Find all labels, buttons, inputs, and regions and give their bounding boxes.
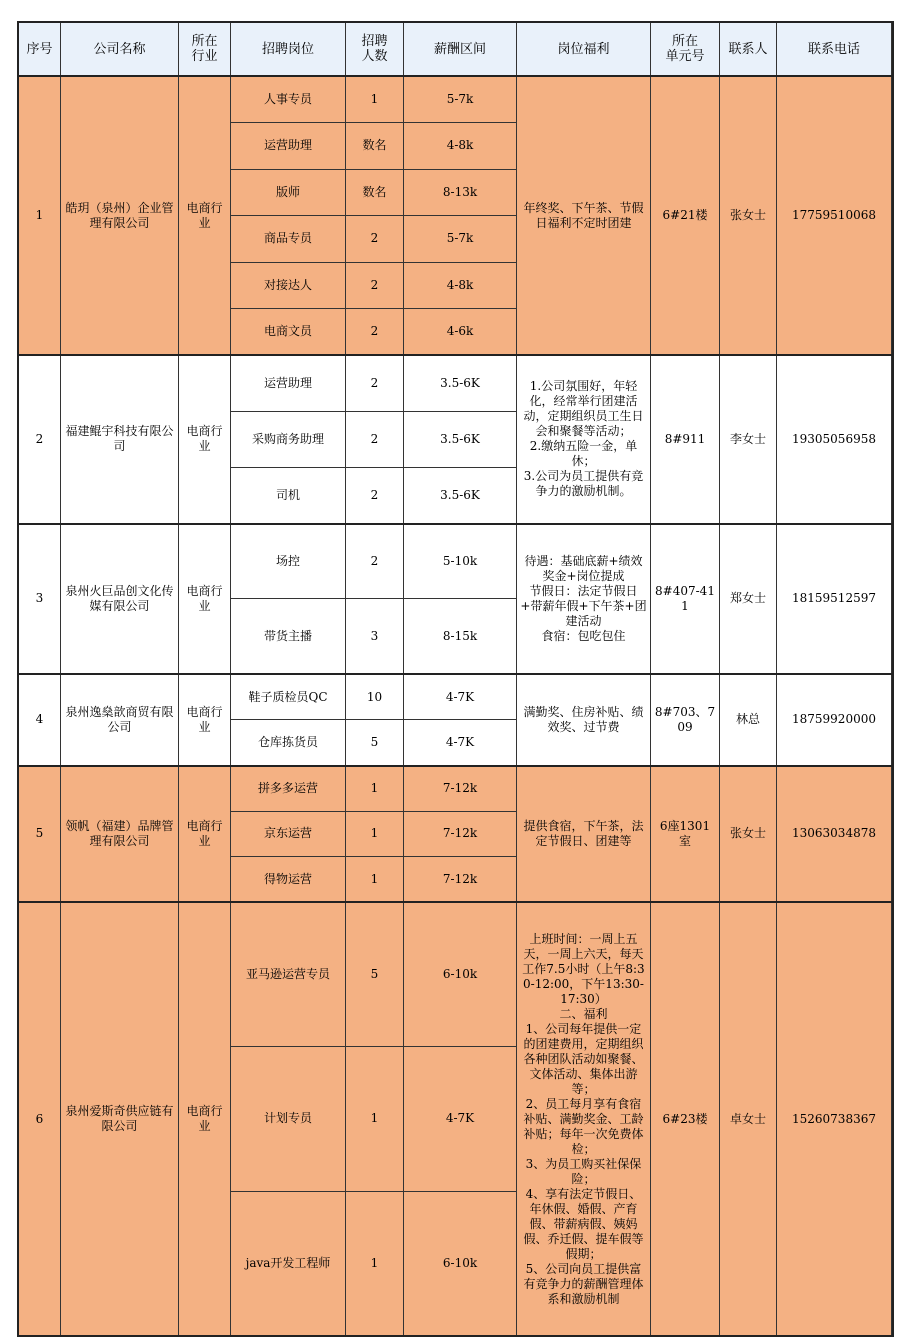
company-no-cell: 4 [19,674,61,766]
company-no-cell: 5 [19,766,61,902]
phone-cell: 18759920000 [777,674,892,766]
header-no: 序号 [19,23,61,77]
job-count-cell: 1 [346,76,404,123]
industry-cell: 电商行业 [179,524,231,674]
header-company: 公司名称 [61,23,179,77]
benefits-cell [517,766,651,902]
table-row [19,902,892,1047]
job-salary-cell: 4-8k [404,262,517,309]
job-salary-cell: 4-8k [404,123,517,170]
industry-cell: 电商行业 [179,674,231,766]
job-salary-cell: 5-7k [404,216,517,263]
job-salary-cell: 7-12k [404,857,517,902]
contact-cell: 郑女士 [720,524,777,674]
benefit-line: 1.公司氛围好，年轻化，经常举行团建活动，定期组织员工生日会和聚餐等活动； [523,379,644,439]
contact-cell: 李女士 [720,355,777,524]
unit-cell: 6#21楼 [651,76,720,355]
company-name-cell: 福建鲲宇科技有限公司 [61,355,179,524]
job-count-cell: 2 [346,411,404,467]
benefit-line: 食宿：包吃包住 [541,628,626,643]
job-title-cell: 得物运营 [231,857,346,902]
header-contact: 联系人 [720,23,777,77]
phone-cell: 19305056958 [777,355,892,524]
job-count-cell: 10 [346,674,404,720]
header-salary: 薪酬区间 [404,23,517,77]
job-title-cell: 运营助理 [231,355,346,411]
benefit-line: 满勤奖、住房补贴、绩效奖、过节费 [523,704,644,734]
industry-cell: 电商行业 [179,355,231,524]
benefit-line: 5、公司向员工提供富有竞争力的薪酬管理体系和激励机制 [523,1261,644,1306]
unit-cell: 8#407-411 [651,524,720,674]
job-count-cell: 1 [346,766,404,811]
benefit-line: 1、公司每年提供一定的团建费用，定期组织各种团队活动如聚餐、文体活动、集体出游等； [523,1021,644,1096]
job-title-cell: 计划专员 [231,1047,346,1192]
company-no-cell: 6 [19,902,61,1336]
header-row [19,23,892,77]
company-no-cell: 3 [19,524,61,674]
company-name-cell: 领帆（福建）品牌管理有限公司 [61,766,179,902]
benefit-line: 3、为员工购买社保保险； [525,1156,642,1186]
table-body [19,76,892,1336]
job-title-cell: 商品专员 [231,216,346,263]
job-salary-cell: 4-7K [404,1047,517,1192]
unit-cell: 6#23楼 [651,902,720,1336]
header-unit [651,23,720,77]
benefit-line: 上班时间：一周上五天，一周上六天，每天工作7.5小时（上午8:30-12:00，下午13:30-17:30） [522,931,645,1006]
table-row [19,766,892,811]
job-count-cell: 2 [346,309,404,356]
recruitment-table [18,22,892,1336]
company-no-cell: 1 [19,76,61,355]
job-salary-cell: 6-10k [404,1191,517,1336]
company-name-cell: 泉州爱斯奇供应链有限公司 [61,902,179,1336]
job-title-cell: 版师 [231,169,346,216]
job-salary-cell: 3.5-6K [404,411,517,467]
job-title-cell: 拼多多运营 [231,766,346,811]
header-unit-text: 所在 单元号 [665,34,705,64]
job-salary-cell: 8-13k [404,169,517,216]
header-industry [179,23,231,77]
phone-cell: 13063034878 [777,766,892,902]
header-count-text: 招聘 人数 [361,34,388,64]
unit-cell: 8#703、709 [651,674,720,766]
industry-cell: 电商行业 [179,902,231,1336]
benefit-line: 节假日：法定节假日+带薪年假+下午茶+团建活动 [520,583,647,628]
job-count-cell: 2 [346,355,404,411]
job-title-cell: 鞋子质检员QC [231,674,346,720]
benefit-line: 2、员工每月享有食宿补贴、满勤奖金、工龄补贴；每年一次免费体检； [523,1096,644,1156]
company-name-cell: 泉州火巨品创文化传媒有限公司 [61,524,179,674]
job-title-cell: 京东运营 [231,811,346,856]
benefit-line: 年终奖、下午茶、节假日福利不定时团建 [523,200,644,230]
job-salary-cell: 4-7K [404,720,517,766]
unit-cell: 8#911 [651,355,720,524]
company-name-cell: 皓玥（泉州）企业管理有限公司 [61,76,179,355]
recruitment-sheet [18,22,892,1336]
benefits-cell [517,674,651,766]
job-count-cell: 5 [346,902,404,1047]
benefit-line: 待遇：基础底薪+绩效奖金+岗位提成 [524,553,643,583]
job-salary-cell: 8-15k [404,599,517,674]
table-row [19,674,892,720]
table-row [19,355,892,411]
benefit-line: 提供食宿，下午茶，法定节假日、团建等 [523,818,644,848]
contact-cell: 林总 [720,674,777,766]
contact-cell: 卓女士 [720,902,777,1336]
benefit-line: 2.缴纳五险一金，单休； [529,439,638,469]
header-industry-text: 所在 行业 [191,34,218,64]
benefits-cell [517,902,651,1336]
benefits-cell [517,355,651,524]
job-count-cell: 2 [346,524,404,599]
job-count-cell: 3 [346,599,404,674]
header-benefits: 岗位福利 [517,23,651,77]
job-salary-cell: 4-7K [404,674,517,720]
job-salary-cell: 7-12k [404,811,517,856]
benefit-line: 3.公司为员工提供有竞争力的激励机制。 [523,469,644,499]
job-count-cell: 5 [346,720,404,766]
job-salary-cell: 7-12k [404,766,517,811]
job-count-cell: 数名 [346,123,404,170]
contact-cell: 张女士 [720,766,777,902]
table-row [19,76,892,123]
job-count-cell: 1 [346,857,404,902]
job-title-cell: 仓库拣货员 [231,720,346,766]
job-salary-cell: 3.5-6K [404,355,517,411]
job-title-cell: 电商文员 [231,309,346,356]
job-salary-cell: 6-10k [404,902,517,1047]
job-title-cell: 司机 [231,468,346,524]
job-salary-cell: 5-7k [404,76,517,123]
job-title-cell: java开发工程师 [231,1191,346,1336]
industry-cell: 电商行业 [179,766,231,902]
header-count [346,23,404,77]
company-name-cell: 泉州逸燊歆商贸有限公司 [61,674,179,766]
contact-cell: 张女士 [720,76,777,355]
header-position: 招聘岗位 [231,23,346,77]
job-title-cell: 采购商务助理 [231,411,346,467]
job-count-cell: 2 [346,468,404,524]
job-title-cell: 场控 [231,524,346,599]
job-title-cell: 运营助理 [231,123,346,170]
unit-cell: 6座1301室 [651,766,720,902]
job-count-cell: 1 [346,1191,404,1336]
job-salary-cell: 4-6k [404,309,517,356]
header-phone: 联系电话 [777,23,892,77]
benefit-line: 4、享有法定节假日、年休假、婚假、产育假、带薪病假、姨妈假、乔迁假、提车假等假期； [523,1186,644,1261]
industry-cell: 电商行业 [179,76,231,355]
job-count-cell: 数名 [346,169,404,216]
job-title-cell: 亚马逊运营专员 [231,902,346,1047]
job-count-cell: 2 [346,216,404,263]
table-row [19,524,892,599]
phone-cell: 17759510068 [777,76,892,355]
phone-cell: 15260738367 [777,902,892,1336]
phone-cell: 18159512597 [777,524,892,674]
company-no-cell: 2 [19,355,61,524]
benefit-line: 二、福利 [559,1006,608,1021]
job-count-cell: 2 [346,262,404,309]
benefits-cell [517,524,651,674]
job-title-cell: 带货主播 [231,599,346,674]
job-count-cell: 1 [346,1047,404,1192]
job-salary-cell: 5-10k [404,524,517,599]
benefits-cell [517,76,651,355]
job-title-cell: 对接达人 [231,262,346,309]
job-salary-cell: 3.5-6K [404,468,517,524]
job-title-cell: 人事专员 [231,76,346,123]
job-count-cell: 1 [346,811,404,856]
